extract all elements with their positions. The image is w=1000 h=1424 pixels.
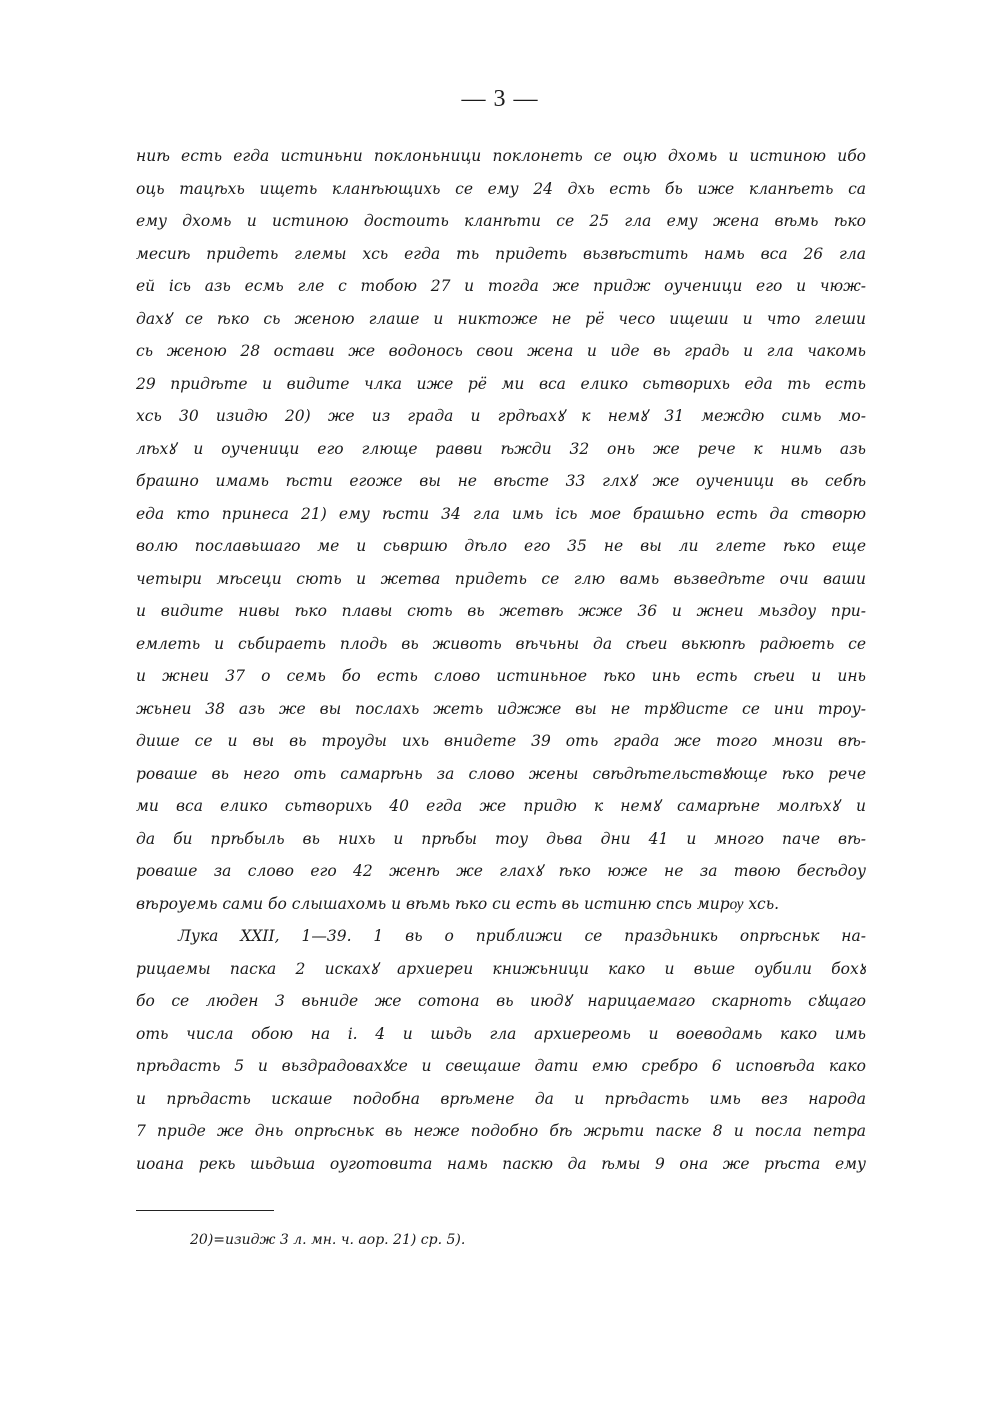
text-line: ми вса елико сьтворихь 40 егда же придю к немꙋ самарѣне молѣхꙋ и [136,797,866,815]
text-line: 29 придѣте и видите члка иже рё ми вса елико сьтворихь еда ть есть [136,374,866,393]
text-line: иоана рекь шьдьша оуготовита намь паскю да ѣмы 9 она же рѣста ему [136,1154,866,1173]
text-line: хсь 30 изидю 20) же из града и грдѣахꙋ к немꙋ 31 междю симь мо- [136,407,866,425]
text-line: ей ісь азь есмь гле с тобою 27 и тогда же придж оученици его и чюж- [136,277,866,295]
text-line: жьнеи 38 азь же вы послахь жеть иджже вы не трꙋдисте се ини троу- [136,699,866,718]
text-line: рицаемы паска 2 искахꙋ архиереи книжьници како и вьше оубили бохꙋ [136,959,866,978]
text-line: сь женою 28 остави же водонось свои жена и иде вь градь и гла чакомь [136,342,866,360]
text-line: еда кто принеса 21) ему ѣсти 34 гла имь ісь мое брашьно есть да створю [136,504,866,523]
text-line: волю пославьшаго ме и сьвршю дѣло его 35 не вы ли глете ѣко еще [136,537,866,555]
text-line: роваше за слово его 42 женѣ же глахꙋ ѣко юже не за твою бесѣдоу [136,862,866,880]
text-line: лѣхꙋ и оученици его глюще равви ѣжди 32 онь же рече к нимь азь [136,439,866,458]
text-line: дахꙋ се ѣко сь женою глаше и никтоже не рё чесо ищеши и что глеши [136,309,866,328]
text-line: ниѣ есть егда истиньни поклоньници поклонеть се оцю дхомь и истиною ибо [136,147,866,165]
text-line: дише се и вы вь троуды ихь внидете 39 оть града же того мнози вѣ- [136,732,866,750]
text-line: вѣроуемь сами бо слышахомь и вѣмь ѣко си есть вь истиню спсь мирѹ хсь. [136,894,780,913]
text-line: четыри мѣсеци сють и жетва придеть се глю вамь вьзведѣте очи ваши [136,569,866,588]
text-line: и прѣдасть искаше подобна врѣмене да и прѣдасть имь вез народа [136,1089,866,1108]
footnote-divider [136,1210,274,1211]
text-line: месиѣ придеть глемы хсь егда ть придеть вьзвѣстить намь вса 26 гла [136,244,866,263]
text-line: оть числа обою на і. 4 и шьдь гла архиереомь и воеводамь како имь [136,1024,866,1043]
text-line: прѣдасть 5 и вьздрадовахꙋсе и свещаше дати емю сребро 6 исповѣда како [136,1057,866,1075]
text-line: ему дхомь и истиною достоить кланѣти се 25 гла ему жена вѣмь ѣко [136,212,866,230]
text-line: и видите нивы ѣко плавы сють вь жетвѣ жже 36 и жнеи мьздоу при- [136,602,866,620]
body-text [136,140,866,1180]
text-line: да би прѣбыль вь нихь и прѣбы тоу дьва дни 41 и много паче вѣ- [136,829,866,848]
text-line: брашно имамь ѣсти егоже вы не вѣсте 33 глхꙋ же оученици вь себѣ [136,472,866,490]
page-number: — 3 — [461,86,539,112]
text-line: 7 приде же днь опрѣсньк вь неже подобно бѣ жрьти паске 8 и посла петра [136,1122,866,1140]
text-line: емлеть и сьбираеть плодь вь животь вѣчьны да сѣеи вькюпѣ радюеть се [136,634,866,653]
footnote: 20)=изидж 3 л. мн. ч. аор. 21) ср. 5). [190,1232,466,1248]
text-line: роваше вь него оть самарѣнь за слово жены свѣдѣтельствꙋюще ѣко рече [136,764,866,783]
text-line: и жнеи 37 о семь бо есть слово истиньное ѣко инь есть сѣеи и инь [136,667,866,685]
text-line: бо се люден 3 вьниде же сотона вь июдꙋ нарицаемаго скарноть сꙋщаго [136,992,866,1010]
paragraph-heading-line: Лука XXII, 1—39. 1 вь о приближи се праздьникь опрѣсньк на- [178,927,866,945]
text-line: оць тацѣхь ищеть кланѣющихь се ему 24 дхь есть бь иже кланѣеть са [136,179,866,198]
